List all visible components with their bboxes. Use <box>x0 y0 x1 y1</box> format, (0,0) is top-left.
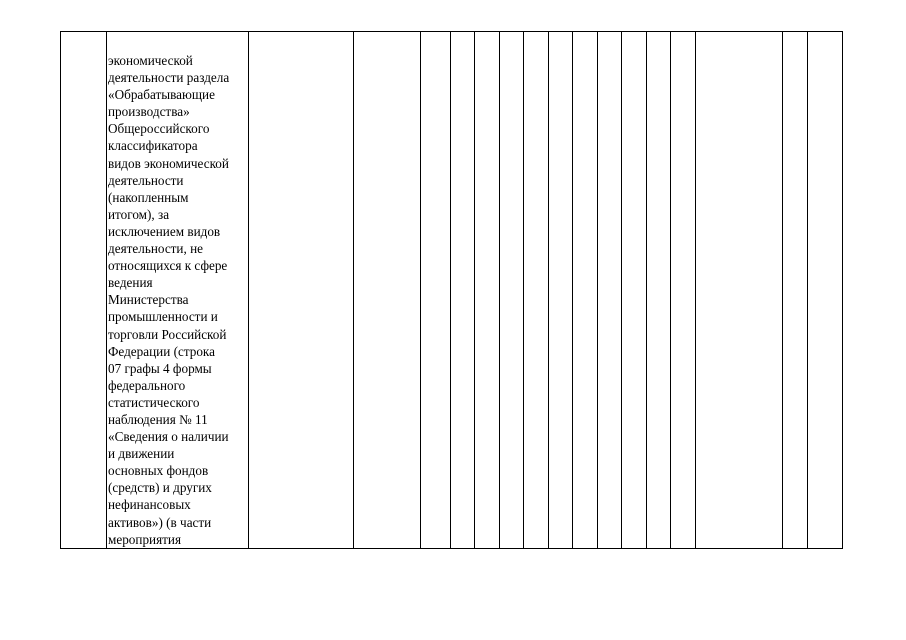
description-line: 07 графы 4 формы <box>108 360 212 376</box>
table-cell <box>696 32 783 549</box>
table-cell <box>622 32 647 549</box>
description-line: экономической <box>108 53 193 68</box>
table-cell <box>598 32 622 549</box>
description-line: федерального <box>108 377 186 393</box>
table-cell <box>524 32 549 549</box>
description-line: ведения <box>108 275 153 291</box>
description-line: Министерства <box>108 292 189 308</box>
description-line: нефинансовых <box>108 497 191 513</box>
description-line: деятельности, не <box>108 241 203 257</box>
table-cell <box>671 32 696 549</box>
table-cell <box>475 32 500 549</box>
description-line: «Сведения о наличии <box>108 429 229 445</box>
description-line: Федерации (строка <box>108 343 215 359</box>
description-line: «Обрабатывающие <box>108 87 215 103</box>
table-cell <box>549 32 573 549</box>
description-line: (средств) и других <box>108 480 212 496</box>
table-cell <box>249 32 354 549</box>
description-line: Общероссийского <box>108 121 210 137</box>
description-line: (накопленным <box>108 189 189 205</box>
description-line: промышленности и <box>108 309 218 325</box>
table-cell <box>808 32 843 549</box>
description-line: видов экономической <box>108 155 229 171</box>
description-line: основных фондов <box>108 463 209 479</box>
description-line: производства» <box>108 104 190 120</box>
description-line: активов») (в части <box>108 514 212 530</box>
description-line: деятельности <box>108 172 184 188</box>
data-table <box>60 31 843 549</box>
description-line: относящихся к сфере <box>108 258 228 274</box>
description-line: исключением видов <box>108 223 221 239</box>
table-cell <box>451 32 475 549</box>
description-line: статистического <box>108 394 200 410</box>
description-text <box>108 32 248 548</box>
table-cell <box>354 32 421 549</box>
table-cell <box>421 32 451 549</box>
table-row <box>61 32 843 549</box>
description-line: и движении <box>108 446 175 462</box>
description-line: наблюдения № 11 <box>108 411 208 427</box>
description-line: классификатора <box>108 138 198 154</box>
table-cell <box>783 32 808 549</box>
description-cell <box>107 32 249 549</box>
description-line: мероприятия <box>108 531 182 547</box>
description-line: деятельности раздела <box>108 70 230 86</box>
table-cell <box>573 32 598 549</box>
description-line: итогом), за <box>108 206 170 222</box>
table-cell <box>647 32 671 549</box>
table-cell <box>500 32 524 549</box>
description-line: торговли Российской <box>108 326 227 342</box>
row-number-cell <box>61 32 107 549</box>
